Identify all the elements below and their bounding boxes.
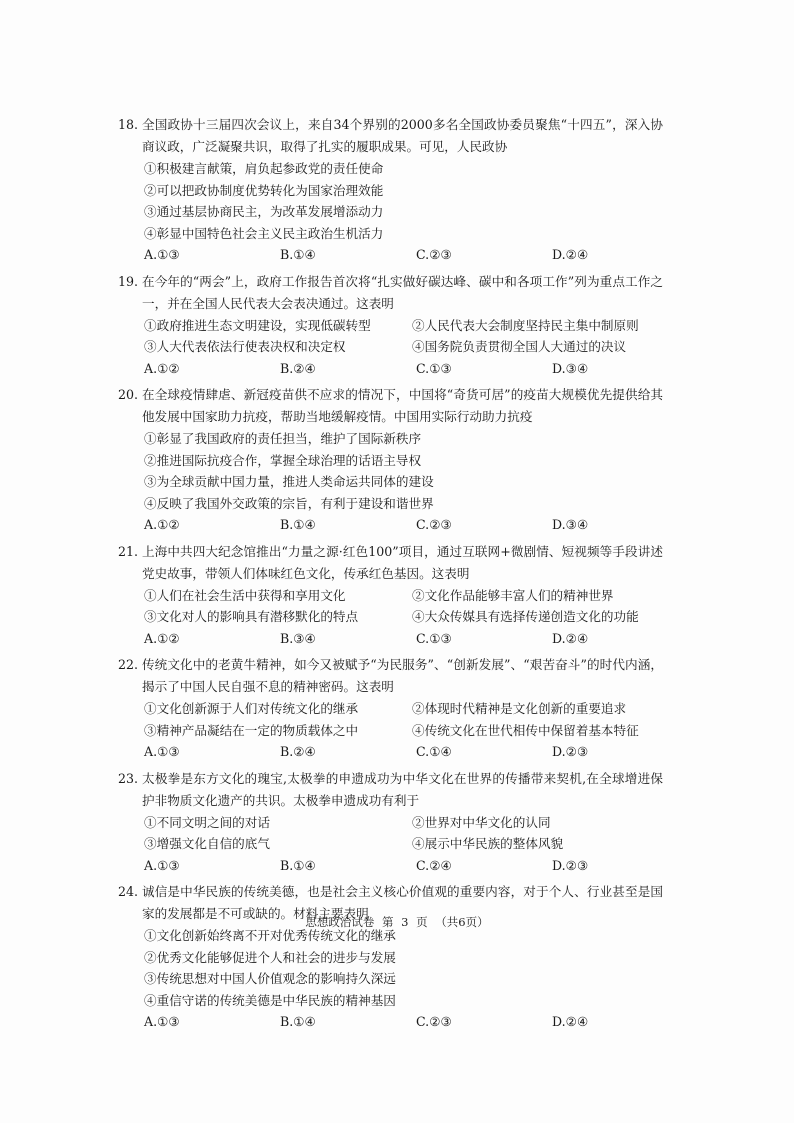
question-stem: 在全球疫情肆虐、新冠疫苗供不应求的情况下，中国将“奇货可居”的疫苗大规模优先提供给其他发展中国家助力抗疫，帮助当地缓解疫情。中国用实际行动助力抗疫 [142, 387, 663, 424]
question-list [118, 114, 663, 1038]
option-item: ②推进国际抗疫合作，掌握全球治理的话语主导权 [144, 452, 422, 468]
answer-choice-c: C.②③ [416, 1014, 452, 1029]
question-number: 24. [118, 884, 139, 899]
answer-choice-b: B.③④ [280, 630, 316, 646]
option-item: ③增强文化自信的底气 [144, 836, 270, 851]
option-item: ①文化创新源于人们对传统文化的继承 [144, 701, 359, 716]
question-number: 23. [118, 770, 139, 786]
question-stem: 传统文化中的老黄牛精神，如今又被赋予“为民服务”、“创新发展”、“艰苦奋斗”的时代内涵，揭示了中国人民自强不息的精神密码。这表明 [142, 657, 663, 694]
option-item: ②优秀文化能够促进个人和社会的进步与发展 [144, 949, 396, 965]
answer-choice-b: B.①④ [280, 1014, 316, 1029]
answer-choice-a: A.①② [144, 517, 180, 532]
question-stem: 太极拳是东方文化的瑰宝,太极拳的申遗成功为中华文化在世界的传播带来契机,在全球增进保护非物质文化遗产的共识。太极拳申遗成功有利于 [142, 770, 663, 808]
option-item: ④大众传媒具有选择传递创造文化的功能 [412, 609, 639, 624]
answer-choice-d: D.②④ [552, 1014, 589, 1029]
option-item: ②体现时代精神是文化创新的重要追求 [412, 701, 627, 716]
question-number: 20. [118, 387, 139, 402]
answer-choice-b: B.①④ [280, 517, 316, 532]
answer-choice-d: D.③④ [552, 360, 589, 376]
answer-choice-a: A.①③ [144, 1014, 180, 1029]
option-item: ④彰显中国特色社会主义民主政治生机活力 [144, 225, 384, 241]
option-item: ④展示中华民族的整体风貌 [412, 836, 564, 851]
answer-choice-d: D.②④ [552, 630, 589, 646]
option-item: ③精神产品凝结在一定的物质载体之中 [144, 722, 359, 738]
question-24 [118, 881, 663, 1033]
option-item: ④反映了我国外交政策的宗旨，有利于建设和谐世界 [144, 495, 434, 511]
question-21 [118, 541, 663, 650]
option-item: ①不同文明之间的对话 [144, 814, 270, 830]
question-19 [118, 271, 663, 380]
option-item: ①彰显了我国政府的责任担当，维护了国际新秩序 [144, 431, 422, 446]
answer-choice-c: C.②③ [416, 517, 452, 532]
page-footer: 思想政治试卷 第 3 页 （共6页） [305, 915, 489, 929]
answer-choice-a: A.①③ [144, 857, 180, 873]
question-number: 21. [118, 543, 139, 559]
answer-choice-b: B.①④ [280, 857, 316, 873]
answer-choice-b: B.②④ [280, 744, 316, 759]
question-number: 22. [118, 657, 139, 672]
option-item: ③为全球贡献中国力量，推进人类命运共同体的建设 [144, 474, 434, 489]
answer-choice-c: C.①④ [416, 744, 452, 759]
option-item: ②世界对中华文化的认同 [412, 814, 551, 830]
option-item: ①文化创新始终离不开对优秀传统文化的继承 [144, 928, 396, 943]
option-item: ③人大代表依法行使表决权和决定权 [144, 339, 346, 354]
answer-choice-c: C.①③ [416, 630, 452, 646]
option-item: ④国务院负责贯彻全国人大通过的决议 [412, 339, 627, 354]
option-item: ②人民代表大会制度坚持民主集中制原则 [412, 317, 639, 333]
question-stem: 在今年的“两会”上，政府工作报告首次将“扎实做好碳达峰、碳中和各项工作”列为重点工作之一，并在全国人民代表大会表决通过。这表明 [142, 273, 663, 311]
answer-choice-d: D.②③ [552, 857, 589, 873]
question-stem: 诚信是中华民族的传统美德，也是社会主义核心价值观的重要内容，对于个人、行业甚至是国家的发展都是不可或缺的。材料主要表明 [142, 884, 663, 921]
option-item: ③传统思想对中国人价值观念的影响持久深远 [144, 971, 396, 986]
question-20 [118, 384, 663, 536]
option-item: ②文化作品能够丰富人们的精神世界 [412, 587, 614, 603]
question-stem: 全国政协十三届四次会议上，来自34个界别的2000多名全国政协委员聚焦“十四五”，深入协商议政，广泛凝聚共识，取得了扎实的履职成果。可见，人民政协 [142, 117, 663, 154]
option-item: ①人们在社会生活中获得和享用文化 [144, 587, 346, 603]
answer-choice-d: D.②④ [552, 247, 589, 262]
question-stem: 上海中共四大纪念馆推出“力量之源·红色100”项目，通过互联网+微剧情、短视频等手段讲述党史故事，带领人们体味红色文化，传承红色基因。这表明 [142, 543, 663, 581]
option-item: ②可以把政协制度优势转化为国家治理效能 [144, 182, 384, 198]
answer-choice-b: B.①④ [280, 247, 316, 262]
answer-choice-a: A.①② [144, 360, 180, 376]
option-item: ③通过基层协商民主，为改革发展增添动力 [144, 204, 384, 219]
option-item: ④传统文化在世代相传中保留着基本特征 [412, 722, 639, 738]
answer-choice-b: B.②④ [280, 360, 316, 376]
question-18 [118, 114, 663, 266]
question-23 [118, 768, 663, 877]
answer-choice-c: C.②③ [416, 247, 452, 262]
answer-choice-d: D.③④ [552, 517, 589, 532]
option-item: ③文化对人的影响具有潜移默化的特点 [144, 609, 359, 624]
option-item: ①积极建言献策，肩负起参政党的责任使命 [144, 161, 384, 176]
option-item: ①政府推进生态文明建设，实现低碳转型 [144, 317, 371, 333]
answer-choice-a: A.①③ [144, 247, 180, 262]
question-22 [118, 654, 663, 763]
question-number: 19. [118, 273, 139, 289]
answer-choice-a: A.①③ [144, 744, 180, 759]
option-item: ④重信守诺的传统美德是中华民族的精神基因 [144, 992, 396, 1008]
answer-choice-d: D.②③ [552, 744, 589, 759]
answer-choice-a: A.①② [144, 630, 180, 646]
question-number: 18. [118, 117, 139, 132]
answer-choice-c: C.②④ [416, 857, 452, 873]
answer-choice-c: C.①③ [416, 360, 452, 376]
